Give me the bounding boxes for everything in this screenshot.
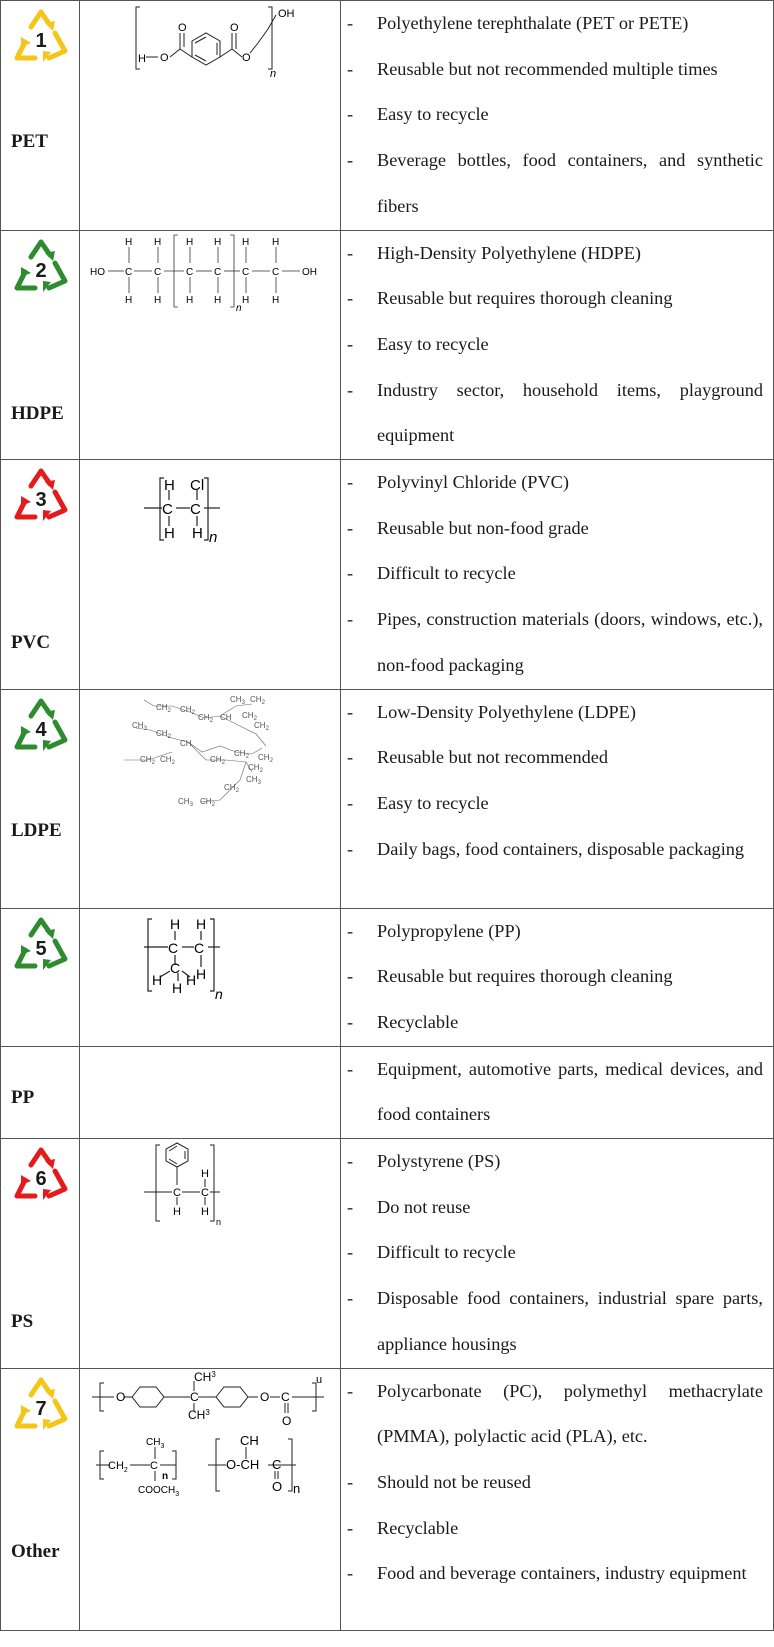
description-list	[341, 1047, 773, 1138]
formula-label: O	[282, 1413, 292, 1428]
bullet-item: - Pipes, construction materials (doors, windows, etc.), non-food packaging	[341, 597, 763, 688]
formula-label: H	[125, 236, 133, 248]
bullet-item: - Disposable food containers, industrial spare parts, appliance housings	[341, 1276, 763, 1367]
table-row	[1, 230, 774, 460]
ldpe-structure	[80, 690, 341, 820]
pet-structure	[80, 1, 341, 91]
bullet-item: - Polycarbonate (PC), polymethyl methacrylate (PMMA), polylactic acid (PLA), etc.	[341, 1369, 763, 1460]
recycle-number: 5	[35, 937, 47, 960]
recycle-number: 3	[35, 489, 47, 512]
formula-label: O	[116, 1389, 126, 1404]
formula-label: H	[201, 1206, 209, 1219]
description-cell	[341, 1, 774, 231]
formula-label: $CH^3$	[188, 1407, 210, 1422]
description-cell	[341, 460, 774, 690]
bullet-item: - High-Density Polyethylene (HDPE)	[341, 231, 763, 277]
table-row	[1, 1368, 774, 1630]
formula-label: H	[196, 915, 207, 932]
recycle-symbol-icon	[9, 915, 73, 975]
svg-text:CH2: $CH_2$	[234, 748, 249, 760]
svg-text:CH2: $CH_2$	[258, 752, 273, 764]
structure-cell	[80, 1046, 341, 1138]
description-list	[341, 1369, 773, 1598]
formula-label: C	[173, 1187, 181, 1200]
description-cell	[341, 230, 774, 460]
formula-label: O	[160, 52, 169, 64]
description-cell	[341, 689, 774, 908]
description-list	[341, 690, 773, 873]
formula-label: n	[293, 1480, 301, 1496]
pp-structure	[80, 909, 341, 1009]
formula-label: C	[125, 266, 133, 278]
recycle-number: 1	[35, 30, 47, 52]
formula-label: C	[214, 266, 222, 278]
formula-label: H	[201, 1168, 209, 1181]
bullet-item: - Polyvinyl Chloride (PVC)	[341, 460, 763, 506]
bullet-item: - Difficult to recycle	[341, 1230, 763, 1276]
recycle-number: 2	[35, 259, 47, 282]
formula-label: H	[164, 477, 175, 495]
ps-structure	[80, 1139, 341, 1239]
bullet-item: - Reusable but requires thorough cleaning	[341, 954, 763, 1000]
bullet-item: - Reusable but not recommended multiple times	[341, 47, 763, 93]
bullet-item: - Polypropylene (PP)	[341, 909, 763, 955]
bullet-item: - Do not reuse	[341, 1185, 763, 1231]
formula-label: C	[168, 939, 179, 956]
formula-label: C	[162, 501, 173, 519]
bullet-item: - Industry sector, household items, playground equipment	[341, 368, 763, 459]
formula-label: n	[270, 68, 277, 80]
formula-label: C	[190, 501, 201, 519]
table-row	[1, 1046, 774, 1138]
svg-text:CH2: $CH_2$	[200, 796, 215, 808]
svg-text:CH3: $CH_3$	[246, 774, 261, 786]
resin-code-label: HDPE	[11, 402, 64, 424]
formula-label: H	[173, 1206, 181, 1219]
recycle-symbol-icon	[9, 466, 73, 526]
formula-label: H	[172, 979, 183, 996]
formula-label: H	[242, 294, 250, 306]
formula-label: H	[164, 525, 175, 543]
formula-label: n	[216, 1217, 222, 1228]
formula-label: C	[150, 1459, 158, 1472]
formula-label: $CH_2$	[108, 1459, 128, 1474]
formula-label: C	[272, 266, 280, 278]
formula-label: C	[194, 939, 205, 956]
formula-label: O-CH	[226, 1456, 260, 1472]
svg-text:CH2: $CH_2$	[140, 754, 155, 766]
formula-label: CH	[240, 1432, 259, 1448]
formula-label: H	[214, 236, 222, 248]
formula-label: $CH^3$	[194, 1369, 216, 1384]
formula-label: n	[215, 985, 223, 1002]
formula-label: H	[272, 294, 280, 306]
svg-text:CH3: $CH_3$	[178, 796, 193, 808]
recycle-symbol-icon	[9, 237, 73, 297]
formula-label: Cl	[190, 477, 205, 495]
recycle-symbol-icon	[9, 1375, 73, 1435]
bullet-item: - Polystyrene (PS)	[341, 1139, 763, 1185]
formula-label: n	[162, 1470, 169, 1482]
table-row	[1, 1139, 774, 1369]
bullet-item: - Reusable but not recommended	[341, 735, 763, 781]
bullet-item: - Equipment, automotive parts, medical devices, and food containers	[341, 1047, 763, 1138]
bullet-item: - Daily bags, food containers, disposable packaging	[341, 827, 763, 873]
structure-cell	[80, 689, 341, 908]
description-list	[341, 231, 773, 460]
description-cell	[341, 1368, 774, 1630]
description-list	[341, 1139, 773, 1368]
svg-text:CH2: $CH_2$	[156, 702, 171, 714]
structure-cell	[80, 230, 341, 460]
bullet-item: - Food and beverage containers, industry equipment	[341, 1551, 763, 1597]
description-cell	[341, 1139, 774, 1369]
resin-code-label: PP	[11, 1086, 35, 1108]
formula-label: C	[154, 266, 162, 278]
svg-text:CH2: $CH_2$	[156, 728, 171, 740]
formula-label: H	[214, 294, 222, 306]
recycle-symbol-icon	[9, 1145, 73, 1205]
structure-cell	[80, 908, 341, 1046]
symbol-cell	[1, 230, 80, 460]
svg-text:CH2: $CH_2$	[210, 754, 225, 766]
svg-text:CH2: $CH_2$	[250, 694, 265, 706]
svg-text:CH2: $CH_2$	[254, 720, 269, 732]
table-row	[1, 908, 774, 1046]
bullet-item: - Recyclable	[341, 1506, 763, 1552]
recycle-number: 7	[35, 1397, 47, 1420]
formula-label: H	[138, 53, 146, 65]
bullet-item: - Easy to recycle	[341, 322, 763, 368]
formula-label: H	[154, 294, 162, 306]
formula-label: H	[242, 236, 250, 248]
svg-text:CH2: $CH_2$	[224, 782, 239, 794]
formula-label: H	[186, 971, 197, 988]
pvc-structure	[80, 460, 341, 550]
description-list	[341, 909, 773, 1046]
structure-cell	[80, 1368, 341, 1630]
symbol-cell	[1, 1046, 80, 1138]
formula-label: $COOCH_3$	[138, 1484, 180, 1498]
structure-cell	[80, 460, 341, 690]
resin-code-label: PET	[11, 131, 48, 152]
formula-label: H	[196, 965, 207, 982]
resin-code-label: LDPE	[11, 819, 62, 841]
bullet-item: - Easy to recycle	[341, 781, 763, 827]
bullet-item: - Reusable but non-food grade	[341, 506, 763, 552]
formula-label: n	[209, 529, 218, 547]
svg-text:CH3: $CH_3$	[230, 694, 245, 706]
bullet-item: - Should not be reused	[341, 1460, 763, 1506]
formula-label: C	[186, 266, 194, 278]
table-row	[1, 689, 774, 908]
table-row	[1, 1, 774, 231]
symbol-cell	[1, 460, 80, 690]
formula-label: H	[192, 525, 203, 543]
svg-text:CH3: $CH_3$	[132, 720, 147, 732]
formula-label: C	[201, 1187, 209, 1200]
recycle-number: 4	[35, 718, 47, 741]
formula-label: u	[316, 1373, 323, 1386]
formula-label: OH	[278, 8, 295, 20]
svg-text:CH: CH	[180, 738, 192, 748]
bullet-item: - Beverage bottles, food containers, and synthetic fibers	[341, 138, 763, 229]
formula-label: C	[242, 266, 250, 278]
formula-label: $CH_3$	[146, 1436, 165, 1450]
bullet-item: - Polyethylene terephthalate (PET or PETE)	[341, 1, 763, 47]
recycle-symbol-icon	[9, 696, 73, 756]
formula-label: H	[154, 236, 162, 248]
formula-label: C	[272, 1456, 282, 1472]
recycle-number: 6	[35, 1168, 47, 1191]
formula-label: H	[186, 236, 194, 248]
structure-cell	[80, 1139, 341, 1369]
formula-label: O	[272, 1478, 283, 1494]
resin-code-label: PVC	[11, 632, 51, 654]
formula-label: O	[260, 1389, 270, 1404]
description-list	[341, 460, 773, 689]
table-row	[1, 460, 774, 690]
formula-label: H	[152, 971, 163, 988]
formula-label: O	[242, 52, 251, 64]
hdpe-structure	[80, 231, 341, 321]
formula-label: H	[125, 294, 133, 306]
formula-label: O	[178, 22, 187, 34]
symbol-cell	[1, 1368, 80, 1630]
svg-text:CH2: $CH_2$	[160, 754, 175, 766]
formula-label: H	[272, 236, 280, 248]
formula-label: O	[230, 22, 239, 34]
structure-cell	[80, 1, 341, 231]
description-cell	[341, 1046, 774, 1138]
symbol-cell	[1, 1, 80, 231]
svg-text:CH2: $CH_2$	[248, 762, 263, 774]
formula-label: C	[281, 1389, 290, 1404]
other-structures	[80, 1369, 341, 1539]
svg-text:CH2: $CH_2$	[198, 712, 213, 724]
resin-code-label: Other	[11, 1540, 60, 1562]
description-list	[341, 1, 773, 230]
bullet-item: - Difficult to recycle	[341, 551, 763, 597]
formula-label: HO	[90, 266, 105, 278]
formula-label: C	[170, 959, 181, 976]
bullet-item: - Recyclable	[341, 1000, 763, 1046]
symbol-cell	[1, 1139, 80, 1369]
symbol-cell	[1, 908, 80, 1046]
symbol-cell	[1, 689, 80, 908]
bullet-item: - Easy to recycle	[341, 92, 763, 138]
formula-label: H	[186, 294, 194, 306]
recycle-symbol-icon	[9, 7, 73, 67]
bullet-item: - Low-Density Polyethylene (LDPE)	[341, 690, 763, 736]
bullet-item: - Reusable but requires thorough cleaning	[341, 276, 763, 322]
svg-text:CH2: $CH_2$	[180, 704, 195, 716]
resin-code-label: PS	[11, 1311, 34, 1333]
svg-text:CH: CH	[220, 712, 232, 722]
description-cell	[341, 908, 774, 1046]
svg-text:CH2: $CH_2$	[242, 710, 257, 722]
formula-label: OH	[302, 266, 317, 278]
formula-label: n	[236, 302, 242, 314]
formula-label: C	[190, 1389, 199, 1404]
formula-label: H	[170, 915, 181, 932]
